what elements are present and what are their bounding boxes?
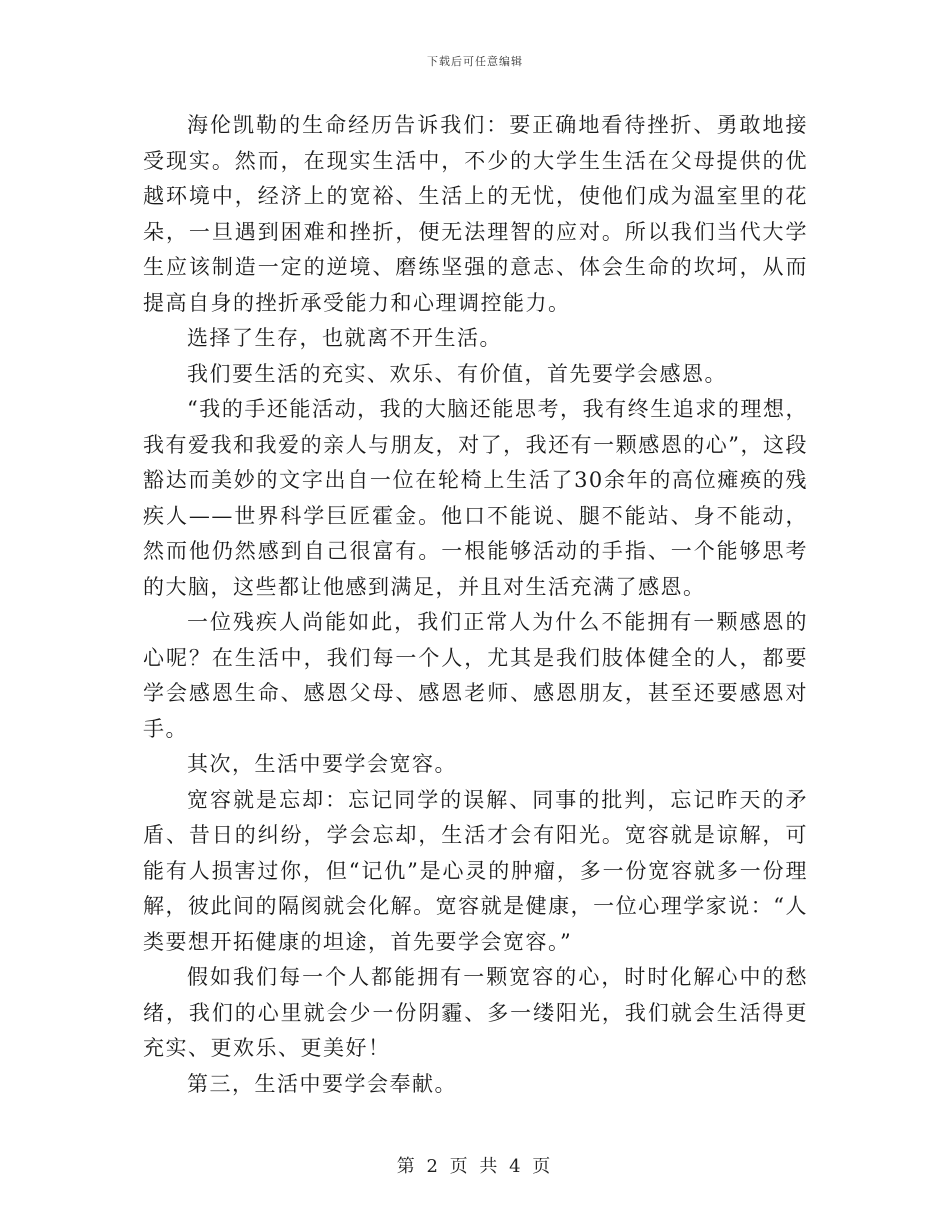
- paragraph-tolerance: 宽容就是忘却：忘记同学的误解、同事的批判，忘记昨天的矛盾、昔日的纠纷，学会忘却，生活才会有阳光。宽容就是谅解，可能有人损害过你，但“记仇”是心灵的肿瘤，多一份宽容就多一份理解，彼此间的隔阂就会化解。宽容就是健康，一位心理学家说：“人类要想开拓健康的坦途，首先要学会宽容。”: [143, 787, 808, 954]
- document-body: [143, 108, 808, 1102]
- paragraph-dedication-intro: 第三，生活中要学会奉献。: [187, 1071, 457, 1096]
- paragraph-tolerant-heart: 假如我们每一个人都能拥有一颗宽容的心，时时化解心中的愁绪，我们的心里就会少一份阴霾、多一缕阳光，我们就会生活得更充实、更欢乐、更美好！: [143, 965, 808, 1060]
- paragraph-tolerance-intro: 其次，生活中要学会宽容。: [187, 752, 457, 776]
- paragraph-gratitude-intro: 我们要生活的充实、欢乐、有价值，首先要学会感恩。: [187, 361, 727, 386]
- page-header: 下载后可任意编辑: [427, 55, 523, 68]
- page-number: 第 2 页 共 4 页: [396, 1156, 554, 1177]
- paragraph-be-grateful: 一位残疾人尚能如此，我们正常人为什么不能拥有一颗感恩的心呢？在生活中，我们每一个人，尤其是我们肢体健全的人，都要学会感恩生命、感恩父母、感恩老师、感恩朋友，甚至还要感恩对手。: [143, 610, 808, 741]
- paragraph-helen-keller: 海伦凯勒的生命经历告诉我们：要正确地看待挫折、勇敢地接受现实。然而，在现实生活中，不少的大学生生活在父母提供的优越环境中，经济上的宽裕、生活上的无忧，使他们成为温室里的花朵，一旦遇到困难和挫折，便无法理智的应对。所以我们当代大学生应该制造一定的逆境、磨练坚强的意志、体会生命的坎坷，从而提高自身的挫折承受能力和心理调控能力。: [143, 113, 808, 315]
- paragraph-choose-life: 选择了生存，也就离不开生活。: [187, 326, 502, 350]
- paragraph-hawking: “我的手还能活动，我的大脑还能思考，我有终生追求的理想，我有爱我和我爱的亲人与朋友，对了，我还有一颗感恩的心”，这段豁达而美妙的文字出自一位在轮椅上生活了30余年的高位瘫痪的残疾人——世界科学巨匠霍金。他口不能说、腿不能站、身不能动，然而他仍然感到自己很富有。一根能够活动的手指、一个能够思考的大脑，这些都让他感到满足，并且对生活充满了感恩。: [143, 397, 808, 599]
